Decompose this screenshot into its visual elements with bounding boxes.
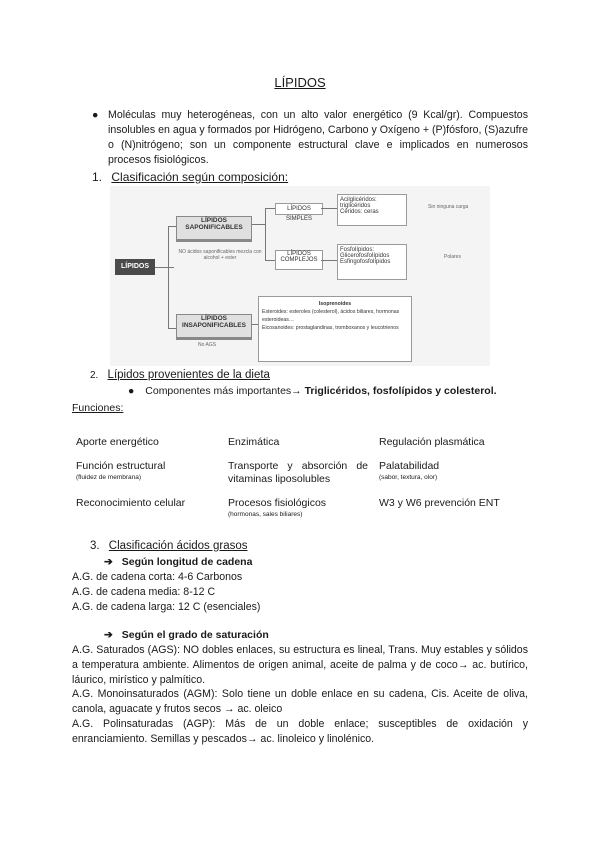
paragraph-ags: A.G. Saturados (AGS): NO dobles enlaces, su estructura es lineal, Trans. Muy estables y sólidos a temperatura ambiente. Alimentos de origen animal, aceite de palma y de coco→ ac. butírico, láurico, mirístico y palmítico. [72, 644, 528, 686]
section2-text-bold: Triglicéridos, fosfolípidos y colesterol. [304, 385, 497, 397]
section3-number: 3. [90, 540, 100, 552]
section2-heading [90, 369, 270, 381]
diagram-complejos-item: Glicerofosfolípidos [340, 253, 390, 259]
section1-number: 1. [92, 170, 103, 184]
intro-text: Moléculas muy heterogéneas, con un alto valor energético (9 Kcal/gr). Compuestos insolubles en agua y formados por Hidrógeno, Carbono y Oxígeno + (P)fósforo, (S)azufre o (N)nitrógeno; son un componente estructural clave e implicados en numerosos procesos fisiológicos. [108, 109, 528, 166]
diagram-complejos-item: Fosfolípidos: [340, 247, 375, 253]
funcion-cell: Regulación plasmática [379, 436, 485, 448]
bullet-icon: ● [128, 385, 135, 397]
list-item: A.G. de cadena larga: 12 C (esenciales) [72, 601, 261, 613]
arrow-icon: ➔ [104, 629, 113, 641]
funcion-cell: Reconocimiento celular [76, 497, 186, 509]
page-title: LÍPIDOS [274, 75, 326, 90]
bullet-icon: ● [92, 109, 99, 121]
diagram-insaponificables: LÍPIDOS INSAPONIFICABLES [176, 314, 252, 340]
section2-bullet [128, 385, 497, 397]
paragraph-agp: A.G. Polinsaturadas (AGP): Más de un doble enlace; susceptibles de oxidación y enranciamiento. Semillas y pescados→ ac. linoleico y linolénico. [72, 718, 528, 745]
diagram-insap-item: Isoprenoides [318, 301, 352, 307]
funcion-cell: Enzimática [228, 436, 280, 448]
arrow-icon: ➔ [104, 556, 113, 568]
diagram-complejos-note: Polares [444, 254, 461, 260]
diagram-insap-list [258, 296, 412, 362]
diagram-saponificables-note: NO ácidos saponificables mezcla con alcohol + ester [178, 249, 262, 261]
diagram-saponificables: LÍPIDOS SAPONIFICABLES [176, 216, 252, 242]
section2-number: 2. [90, 370, 99, 381]
section1-title: Clasificación según composición: [111, 170, 289, 184]
section3-heading [90, 540, 248, 552]
classification-diagram [110, 186, 490, 366]
list-item: A.G. de cadena corta: 4-6 Carbonos [72, 571, 243, 583]
diagram-simples: LÍPIDOS SIMPLES [275, 203, 323, 215]
funcion-cell: Palatabilidad (sabor, textura, olor) [379, 460, 440, 481]
diagram-insap-item: Eicosanoides: prostaglandinas, tromboxanos y leucotrienos [262, 325, 399, 331]
diagram-insaponificables-note: No AGS [198, 342, 217, 348]
section2-title: Lípidos provenientes de la dieta [107, 369, 270, 381]
funcion-cell: Procesos fisiológicos (hormonas, sales biliares) [228, 497, 327, 518]
intro-paragraph [92, 108, 528, 168]
section3-sub2: ➔ Según el grado de saturación [104, 629, 269, 641]
section2-text: Componentes más importantes→ [145, 385, 305, 397]
diagram-insap-item: Esteroides: esteroles (colesterol), ácidos biliares, hormonas esteroideas… [262, 309, 400, 323]
funcion-cell: Aporte energético [76, 436, 159, 448]
diagram-complejos: LÍPIDOS COMPLEJOS [275, 250, 323, 270]
funcion-cell: Función estructural (fluidez de membrana) [76, 460, 166, 481]
diagram-simples-item: Céridos: ceras [340, 209, 379, 215]
section1-heading [92, 170, 288, 184]
funcion-cell: Transporte y absorción de vitaminas liposolubles [228, 460, 368, 485]
diagram-complejos-list [337, 244, 407, 280]
diagram-simples-note: Sin ninguna carga [428, 204, 469, 210]
section3-title: Clasificación ácidos grasos [108, 540, 248, 552]
diagram-root: LÍPIDOS [115, 259, 155, 275]
section3-sub1: ➔ Según longitud de cadena [104, 556, 253, 568]
funcion-cell: W3 y W6 prevención ENT [379, 497, 500, 509]
diagram-complejos-item: Esfingofosfolípidos [340, 259, 391, 265]
paragraph-agm: A.G. Monoinsaturados (AGM): Solo tiene un doble enlace en su cadena, Cis. Aceite de oliva, canola, aguacate y frutos secos → ac. oleico [72, 688, 528, 715]
list-item: A.G. de cadena media: 8-12 C [72, 586, 216, 598]
diagram-simples-item: Acilglicéridos: triglicéridos [340, 197, 377, 209]
diagram-simples-list [337, 194, 407, 226]
funciones-label: Funciones: [72, 402, 124, 414]
